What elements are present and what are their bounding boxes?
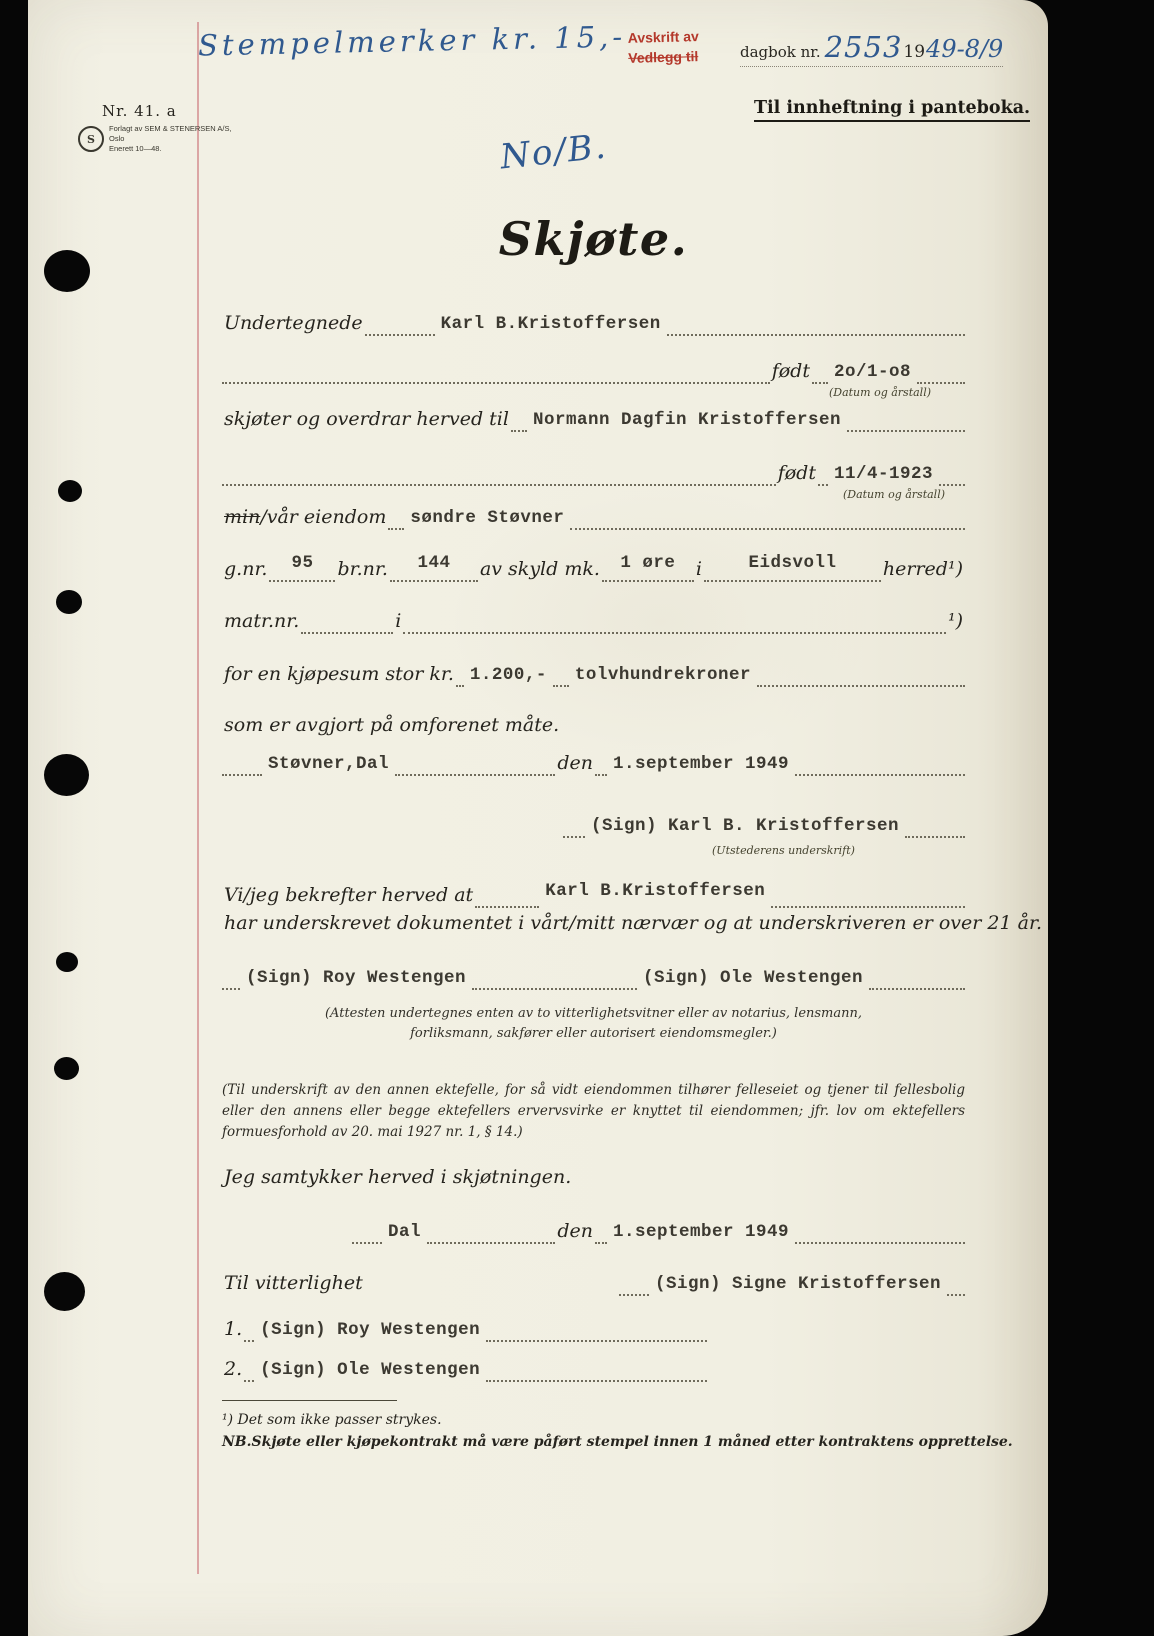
matr-i-label: i (395, 610, 402, 632)
bekrefter-label: Vi/jeg bekrefter herved at (224, 884, 474, 906)
dotted-line (795, 772, 965, 776)
skjoter-value: Normann Dagfin Kristoffersen (532, 409, 842, 430)
dotted-line (757, 683, 965, 687)
herred-value: Eidsvoll (748, 553, 837, 573)
form-number: Nr. 41. a (102, 102, 177, 120)
dotted-line (222, 986, 240, 990)
skyld-label: av skyld mk. (479, 558, 600, 581)
dotted-line (869, 986, 965, 990)
gnr-label: g.nr. (224, 558, 268, 581)
avgjort-text: som er avgjort på omforenet måte. (224, 714, 560, 736)
brnr-label: br.nr. (337, 558, 388, 581)
skjoter-label: skjøter og overdrar herved til (224, 408, 509, 430)
dotted-line (563, 834, 585, 838)
witness2-signature: (Sign) Ole Westengen (642, 968, 863, 988)
attest-line-2: forliksmann, sakfører eller autorisert eiendomsmegler.) (410, 1026, 777, 1041)
dotted-line (939, 482, 965, 486)
line-samtykker (222, 1166, 965, 1190)
field-sted-dato (222, 752, 965, 776)
fodt-1-value: 2o/1-o8 (833, 361, 911, 382)
brnr-value: 144 (417, 553, 451, 573)
attest-caption-row-1 (222, 1004, 965, 1024)
publisher-logo-icon: S (78, 126, 104, 152)
spacer (365, 1294, 619, 1296)
vitterlighet-label: Til vitterlighet (224, 1272, 363, 1294)
field-fodt-2 (222, 462, 965, 486)
gnr-value: 95 (291, 553, 314, 573)
spouse-signature: (Sign) Signe Kristoffersen (654, 1273, 941, 1294)
kjopesum-label: for en kjøpesum stor kr. (224, 663, 454, 685)
punch-hole (58, 480, 82, 502)
document-title-row (222, 212, 965, 266)
witness1-signature: (Sign) Roy Westengen (246, 968, 467, 988)
field-eiendom (222, 506, 965, 530)
den-label: den (557, 752, 593, 774)
dato2-value: 1.september 1949 (612, 1221, 789, 1242)
matr-label: matr.nr. (224, 610, 300, 632)
footnote-row (222, 1412, 965, 1428)
binding-note: Til innheftning i panteboka. (754, 98, 1030, 122)
fodt-2-value: 11/4-1923 (833, 463, 933, 484)
punch-hole (44, 250, 90, 292)
document-title: Skjøte. (498, 212, 689, 266)
dotted-line (812, 380, 828, 384)
bekrefter-value: Karl B.Kristoffersen (545, 880, 766, 901)
attest-line-1: (Attesten undertegnes enten av to vitterlighetsvitner eller av notarius, lensmann, (324, 1006, 863, 1021)
field-kjopesum (222, 663, 965, 687)
margin-red-line (197, 22, 199, 1574)
undertegnede-label: Undertegnede (224, 312, 363, 334)
handwritten-annotation: No/B. (498, 126, 610, 178)
line-over21 (222, 912, 1042, 936)
punch-hole (44, 1272, 85, 1311)
dotted-line (511, 428, 527, 432)
skyld-value: 1 øre (620, 553, 676, 573)
dagbok-number-handwritten: 2553 (824, 30, 903, 64)
fodt-label: født (771, 360, 810, 382)
gnr-field (269, 553, 335, 582)
eiendom-strike: min (224, 506, 261, 528)
datum-caption-1: (Datum og årstall) (828, 386, 931, 399)
dotted-line (456, 683, 464, 687)
dotted-line (244, 1338, 254, 1342)
dotted-line (222, 482, 776, 486)
dato-value: 1.september 1949 (612, 753, 789, 774)
dotted-line (595, 1240, 607, 1244)
over21-text: har underskrevet dokumentet i vårt/mitt nærvær og at underskriveren er over 21 år. (224, 912, 1042, 934)
publisher-line1: Forlagt av SEM & STENERSEN A/S, Oslo (109, 124, 232, 144)
field-matrnr (222, 610, 965, 634)
undertegnede-value: Karl B.Kristoffersen (440, 313, 661, 334)
dotted-line (395, 772, 555, 776)
fodt-label: født (777, 462, 816, 484)
sted2-value: Dal (388, 1221, 422, 1242)
dotted-line (595, 772, 607, 776)
field-utsteder-sign (222, 816, 965, 838)
punch-hole (44, 754, 89, 796)
publisher-line2: Enerett 10—48. (109, 144, 162, 154)
kjopesum-value: 1.200,- (469, 664, 547, 685)
spacer (222, 1242, 352, 1244)
punch-hole (56, 952, 78, 972)
dagbok-year-printed: 19 (903, 42, 926, 62)
herred-field (704, 553, 881, 582)
dotted-line (795, 1240, 965, 1244)
utsteder-caption-row (602, 844, 965, 857)
field-sted2-dato2 (222, 1220, 965, 1244)
dotted-line (619, 1292, 649, 1296)
dotted-line (553, 683, 569, 687)
dotted-line (365, 332, 435, 336)
nb-text: Skjøte eller kjøpekontrakt må være påført stempel innen 1 måned etter kontraktens opprettelse. (251, 1434, 1013, 1450)
num2-value: (Sign) Ole Westengen (260, 1359, 481, 1380)
dotted-line (917, 380, 965, 384)
herred-label: herred¹) (882, 558, 963, 581)
nb-row (222, 1434, 1013, 1450)
utsteder-caption: (Utstederens underskrift) (712, 844, 855, 857)
line-avgjort (222, 714, 965, 738)
eiendom-label (222, 506, 388, 530)
dagbok-year-handwritten: 49-8/9 (926, 35, 1004, 63)
punch-hole (54, 1057, 79, 1080)
dotted-line (486, 1338, 707, 1342)
samtykker-text: Jeg samtykker herved i skjøtningen. (224, 1166, 572, 1188)
field-fodt-1 (222, 360, 965, 384)
den-label: den (557, 1220, 593, 1242)
field-undertegnede (222, 312, 965, 336)
eiendom-label-rest: /vår eiendom (260, 506, 387, 528)
field-skjoter (222, 408, 965, 432)
field-witness-signatures (222, 968, 965, 990)
document-body (222, 0, 1042, 1636)
dagbok-label: dagbok nr. (740, 43, 821, 61)
attest-caption-row-2 (222, 1024, 965, 1044)
field-gnr-brnr (222, 553, 965, 582)
num1-value: (Sign) Roy Westengen (260, 1319, 481, 1340)
punch-hole (56, 590, 82, 614)
dotted-line (472, 986, 637, 990)
brnr-field (390, 553, 478, 582)
dotted-line (486, 1378, 707, 1382)
i-label: i (695, 558, 702, 581)
dotted-line (388, 526, 404, 530)
stamp-vedlegg: Vedlegg til (628, 47, 699, 66)
dotted-line (570, 526, 965, 530)
paper-sheet (28, 0, 1048, 1636)
dotted-line (905, 834, 965, 838)
handwritten-stamp-note: Stempelmerker kr. 15,- (197, 19, 627, 63)
dotted-line (847, 428, 965, 432)
nb-label: NB. (222, 1434, 252, 1450)
field-witness-2 (222, 1358, 707, 1382)
num1-label: 1. (224, 1318, 243, 1340)
spouse-note: (Til underskrift av den annen ektefelle, for så vidt eiendommen tilhører felleseiet og tjener til fellesbolig eller den annens eller begge ektefellers ervervsvirke er knyttet til eiendommen; jfr. lov om ektefellers formuesforhold av 20. mai 1927 nr. 1, § 14.) (222, 1082, 965, 1140)
datum-caption-row (222, 488, 965, 501)
dotted-line (667, 332, 965, 336)
footref-label: ¹) (947, 610, 963, 632)
dotted-line (222, 380, 770, 384)
skyld-field (602, 553, 694, 582)
datum-caption-row (222, 386, 965, 399)
footnote-text: ¹) Det som ikke passer strykes. (222, 1412, 442, 1428)
utsteder-signature: (Sign) Karl B. Kristoffersen (590, 816, 899, 836)
datum-caption-2: (Datum og årstall) (842, 488, 945, 501)
dotted-line (301, 630, 393, 634)
num2-label: 2. (224, 1358, 243, 1380)
dotted-line (352, 1240, 382, 1244)
stamp-avskrift: Avskrift av (627, 28, 699, 46)
field-vitterlighet (222, 1272, 965, 1296)
footnote-separator (222, 1400, 397, 1401)
dotted-line (475, 904, 539, 908)
dotted-line (427, 1240, 555, 1244)
dotted-line (222, 772, 262, 776)
dotted-line (818, 482, 828, 486)
dotted-line (947, 1292, 965, 1296)
dotted-line (403, 630, 946, 634)
kjopesum-words: tolvhundrekroner (574, 664, 751, 685)
sted-value: Støvner,Dal (268, 753, 390, 774)
dotted-line (244, 1378, 254, 1382)
field-bekrefter (222, 880, 965, 908)
spacer (222, 836, 563, 838)
eiendom-value: søndre Støvner (410, 507, 565, 528)
field-witness-1 (222, 1318, 707, 1342)
dotted-line (771, 904, 965, 908)
